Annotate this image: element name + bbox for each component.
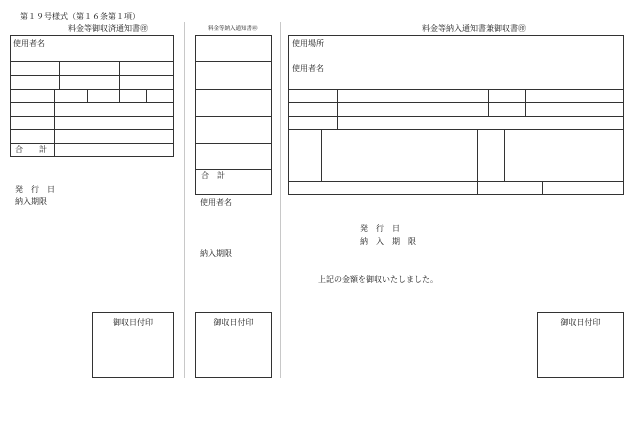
left-slip-table (10, 35, 174, 157)
left-slip-seal-icon: ㊞ (140, 24, 148, 33)
left-slip-due-date-label: 納入期限 (15, 197, 47, 206)
left-slip-title-text: 料金等御収済通知書 (68, 24, 140, 33)
slip-divider-right (280, 22, 281, 378)
right-slip-title (422, 25, 526, 33)
left-slip-stamp-label: 御収日付印 (113, 318, 153, 327)
middle-slip-user-label: 使用者名 (200, 198, 232, 207)
middle-slip-total-label: 合 計 (201, 171, 225, 180)
right-slip-stamp-label: 御収日付印 (560, 318, 601, 327)
right-slip-user-label: 使用者名 (292, 64, 324, 73)
middle-slip-stamp-box (195, 312, 272, 378)
middle-slip-title-text: 料金等納入通知書 (208, 26, 253, 32)
right-slip-seal-icon: ㊞ (518, 24, 526, 33)
right-slip-due-date-label: 納 入 期 限 (360, 237, 416, 246)
left-slip-user-label: 使用者名 (13, 39, 45, 48)
middle-slip-seal-icon: ㊞ (252, 26, 258, 32)
right-slip-issue-date-label: 発 行 日 (360, 224, 400, 233)
left-slip-total-label: 合 計 (15, 145, 47, 154)
left-slip-stamp-box (92, 312, 174, 378)
middle-slip-stamp-label: 御収日付印 (213, 318, 254, 327)
middle-slip-due-date-label: 納入期限 (200, 249, 232, 258)
right-slip-receipt-note: 上記の金額を御収いたしました。 (318, 275, 438, 284)
left-slip-issue-date-label: 発 行 日 (15, 185, 55, 194)
middle-slip-title (208, 27, 258, 33)
form-number: 第１９号様式（第１６条第１項） (20, 12, 140, 21)
right-slip-title-text: 料金等納入通知書兼御収書 (422, 24, 518, 33)
right-slip-table (288, 35, 624, 195)
left-slip-title (68, 25, 148, 33)
slip-divider-left (184, 22, 185, 378)
right-slip-stamp-box (537, 312, 624, 378)
right-slip-place-label: 使用場所 (292, 39, 324, 48)
